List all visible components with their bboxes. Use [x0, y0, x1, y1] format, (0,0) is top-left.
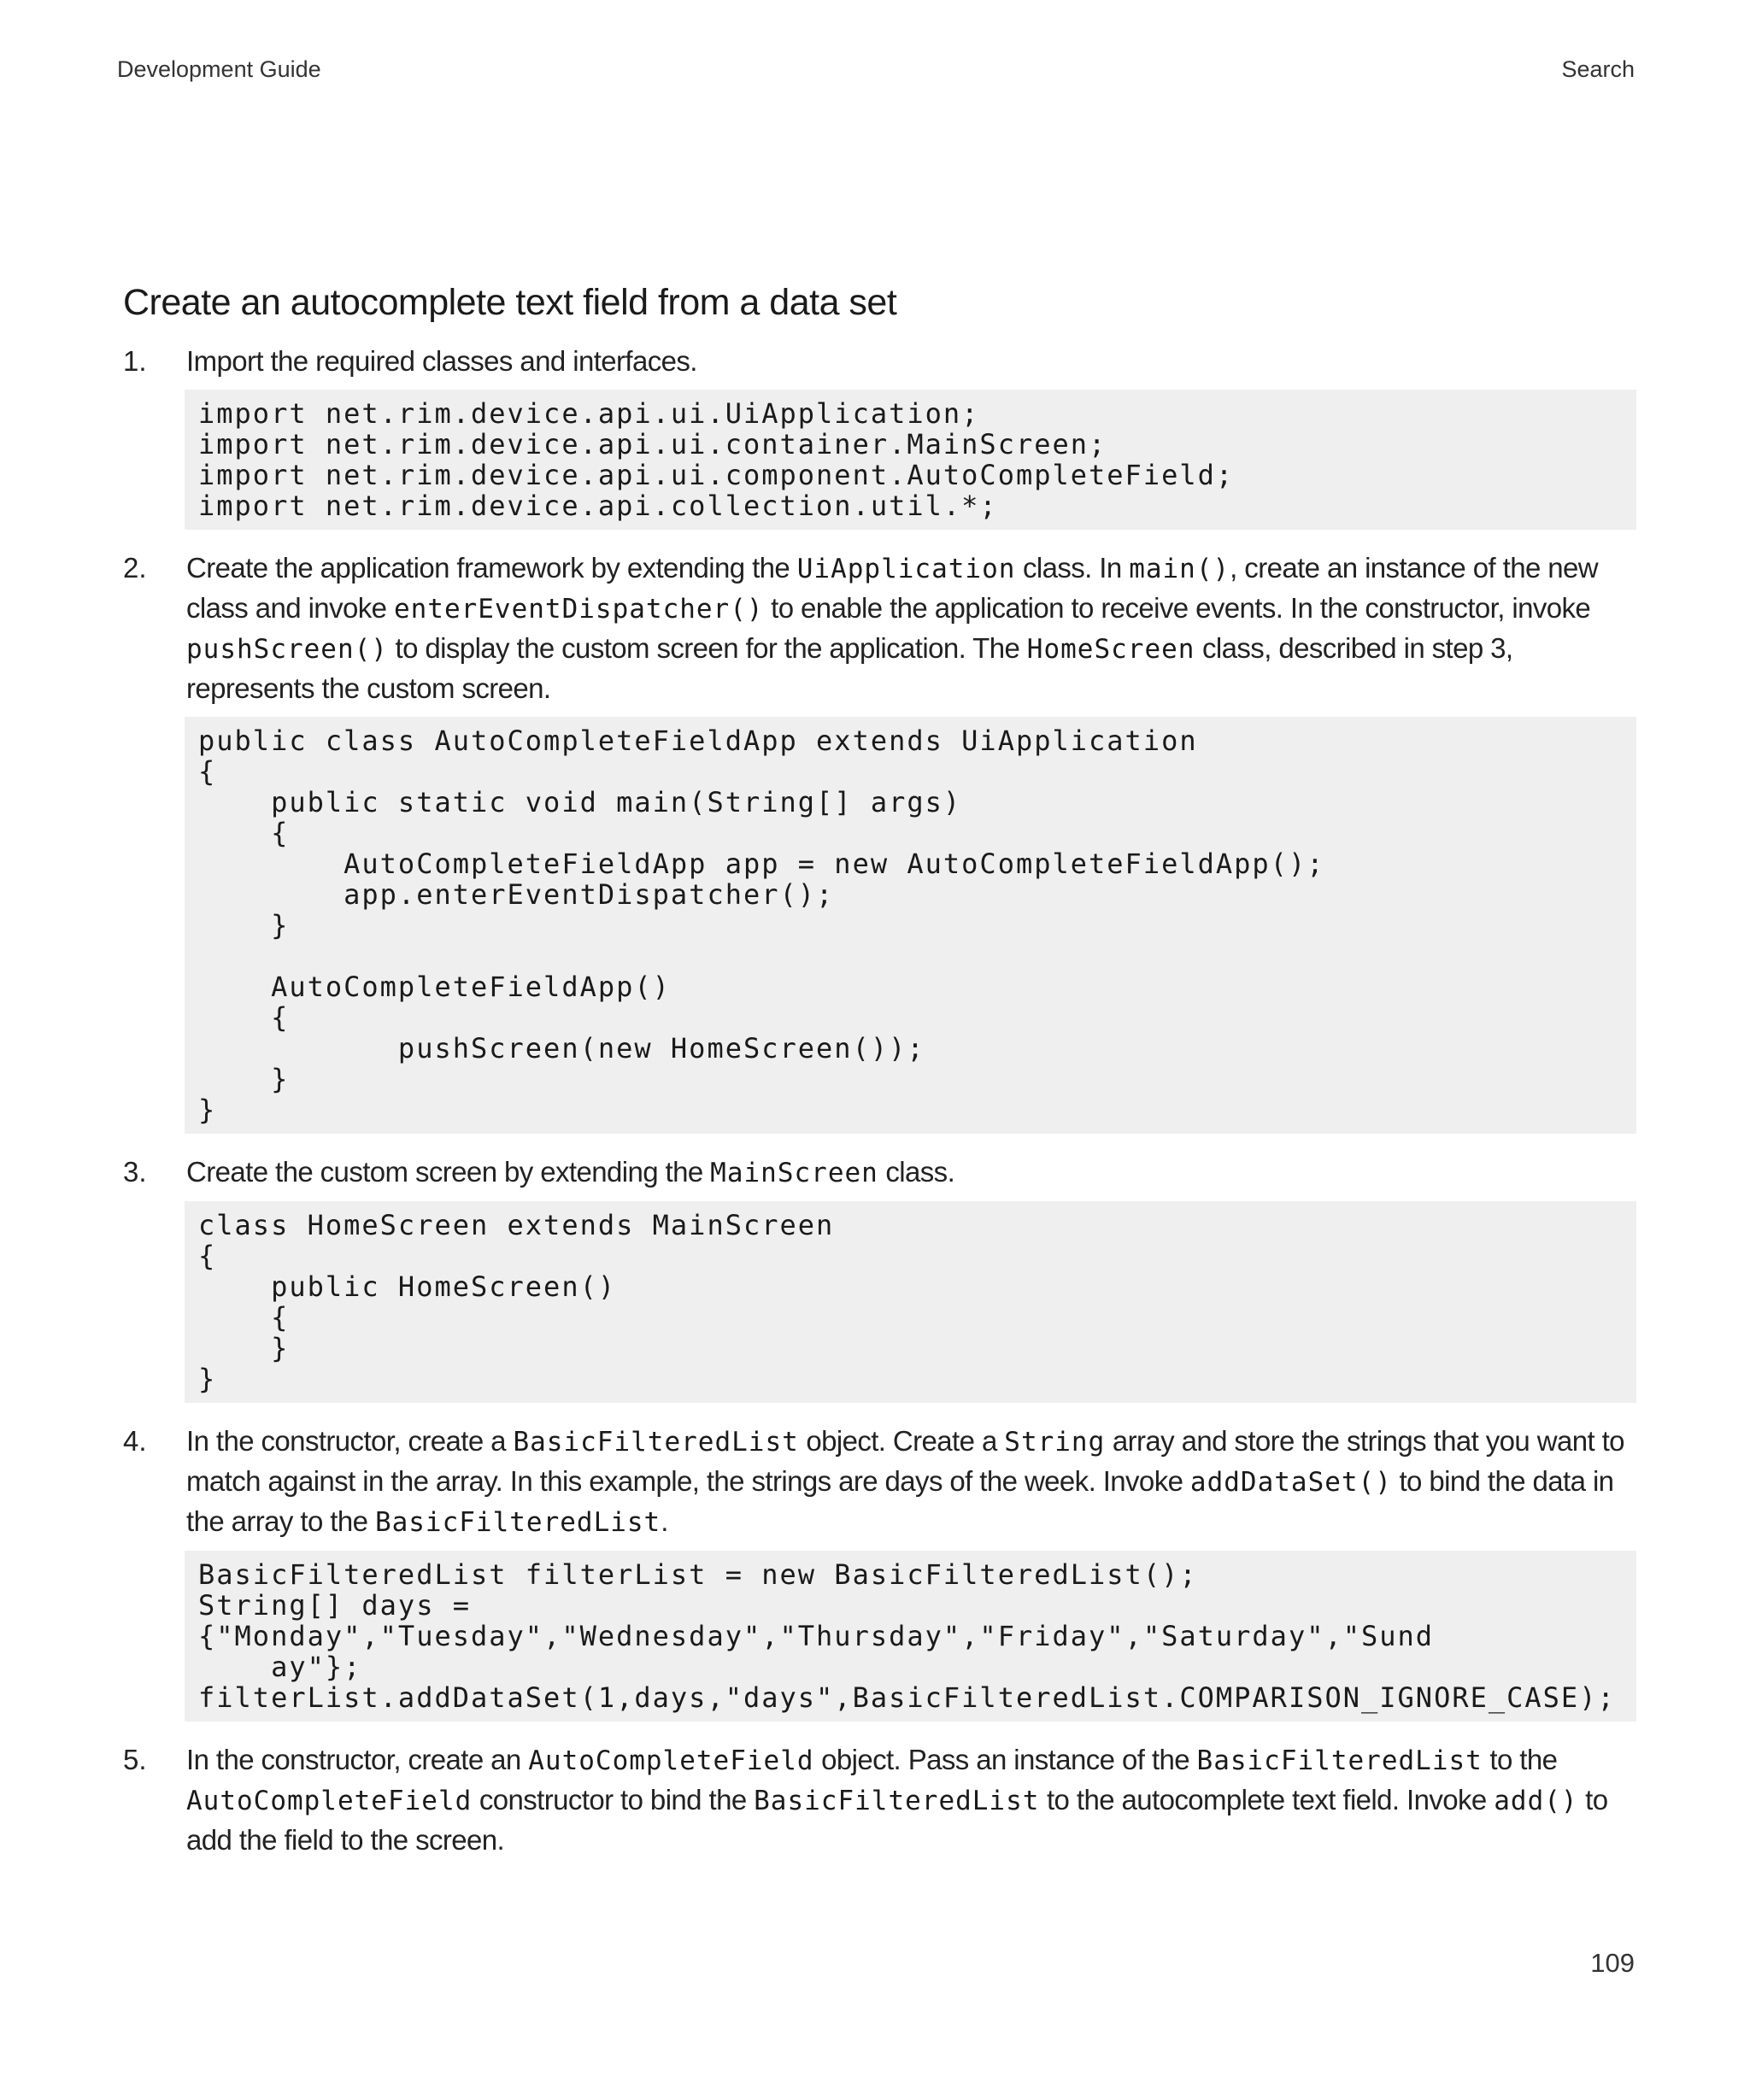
step-number: 1.: [123, 345, 147, 377]
step-text-run: , create an instance of the new class and invoke: [186, 552, 1599, 624]
step-number: 5.: [123, 1744, 147, 1775]
step-text-run: to add the field to the screen.: [186, 1784, 1608, 1856]
inline-code: AutoCompleteField: [528, 1745, 814, 1776]
running-header-title: Development Guide: [117, 56, 321, 82]
inline-code: pushScreen(): [186, 634, 388, 665]
step-item: [0, 1422, 1750, 1722]
inline-code: String: [1004, 1427, 1106, 1458]
step-text-run: .: [661, 1505, 668, 1537]
code-block: public class AutoCompleteFieldApp extends UiApplication { public static void main(String[] args) { AutoCompleteFieldApp app = new AutoCompleteFieldApp(); app.enterEventDispatcher(); } AutoCompleteFieldApp() { pushScreen(new HomeScreen()); } }: [185, 717, 1636, 1134]
code-block: import net.rim.device.api.ui.UiApplication; import net.rim.device.api.ui.container.MainScreen; import net.rim.device.api.ui.component.AutoCompleteField; import net.rim.device.api.collection.util.*;: [185, 390, 1636, 530]
step-item: [0, 1740, 1750, 1860]
step-text-run: class, described in step 3, represents the custom screen.: [186, 632, 1513, 704]
step-number: 3.: [123, 1156, 147, 1188]
page-number: 109: [1590, 1948, 1635, 1978]
step-text: [186, 1153, 1636, 1193]
step-item: [0, 1153, 1750, 1403]
inline-code: UiApplication: [796, 554, 1016, 584]
step-text-run: In the constructor, create a: [186, 1425, 514, 1457]
step-text: [186, 342, 1636, 381]
step-text-run: class. In: [1015, 552, 1130, 584]
step-text-run: object. Create a: [798, 1425, 1005, 1457]
inline-code: addDataSet(): [1189, 1467, 1392, 1498]
code-block: BasicFilteredList filterList = new BasicFilteredList(); String[] days = {"Monday","Tuesday","Wednesday","Thursday","Friday","Saturday","Sund ay"}; filterList.addDataSet(1,days,"days",BasicFilteredList.COMPARISON_IGNORE_CASE);: [185, 1551, 1636, 1722]
step-text: [186, 1740, 1636, 1860]
step-text-run: to display the custom screen for the application. The: [387, 632, 1027, 664]
steps-list: [0, 342, 1750, 1879]
step-number: 2.: [123, 552, 147, 584]
step-text-run: to enable the application to receive events. In the constructor, invoke: [763, 592, 1591, 624]
inline-code: HomeScreen: [1026, 634, 1195, 665]
inline-code: BasicFilteredList: [1196, 1745, 1483, 1776]
inline-code: add(): [1494, 1786, 1578, 1816]
step-text-run: to the autocomplete text field. Invoke: [1039, 1784, 1495, 1816]
inline-code: AutoCompleteField: [186, 1786, 473, 1816]
inline-code: BasicFilteredList: [513, 1427, 799, 1458]
step-text-run: Import the required classes and interfaces.: [186, 345, 697, 377]
running-header-section: Search: [1561, 56, 1635, 82]
step-text-run: class.: [878, 1156, 955, 1188]
section-title: Create an autocomplete text field from a data set: [123, 282, 897, 323]
step-text-run: Create the custom screen by extending the: [186, 1156, 711, 1188]
step-item: [0, 342, 1750, 530]
step-number: 4.: [123, 1425, 147, 1457]
step-text: [186, 548, 1636, 708]
step-text: [186, 1422, 1636, 1542]
inline-code: BasicFilteredList: [754, 1786, 1040, 1816]
step-text-run: In the constructor, create an: [186, 1744, 529, 1775]
step-text-run: object. Pass an instance of the: [813, 1744, 1197, 1775]
inline-code: main(): [1129, 554, 1230, 584]
inline-code: MainScreen: [710, 1158, 878, 1188]
step-text-run: constructor to bind the: [472, 1784, 755, 1816]
step-text-run: to bind the data in the array to the: [186, 1465, 1614, 1537]
code-block: class HomeScreen extends MainScreen { public HomeScreen() { } }: [185, 1201, 1636, 1403]
step-text-run: to the: [1482, 1744, 1558, 1775]
inline-code: enterEventDispatcher(): [393, 594, 764, 625]
step-text-run: array and store the strings that you want to match against in the array. In this example, the strings are days of the week. Invoke: [186, 1425, 1624, 1497]
step-text-run: Create the application framework by extending the: [186, 552, 797, 584]
inline-code: BasicFilteredList: [374, 1507, 661, 1538]
step-item: [0, 548, 1750, 1134]
